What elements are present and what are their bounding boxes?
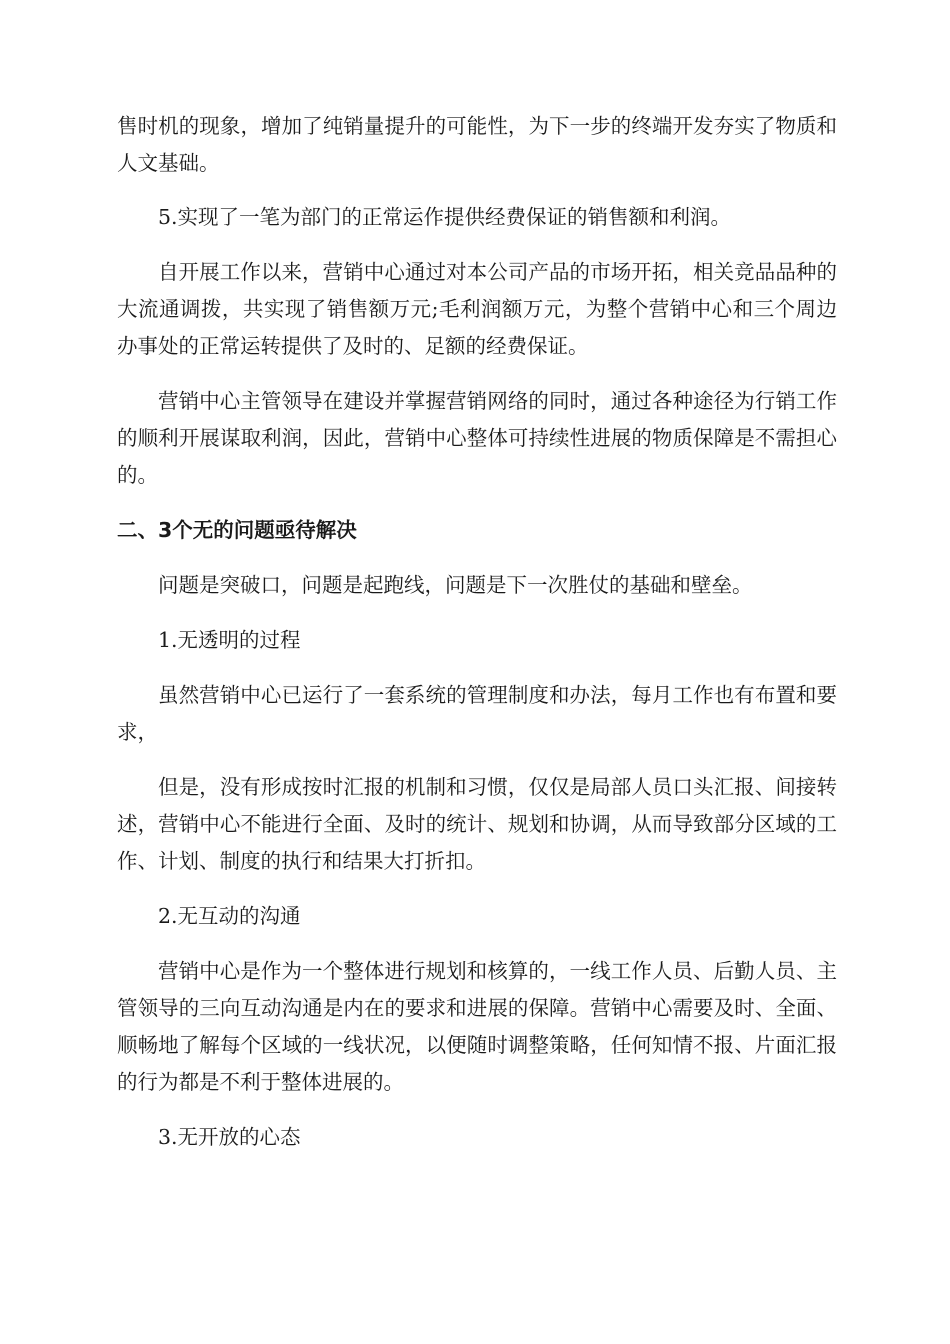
list-item-3: 3.无开放的心态 (158, 1125, 301, 1149)
list-item-5: 5.实现了一笔为部门的正常运作提供经费保证的销售额和利润。 (158, 205, 732, 229)
paragraph-management-system: 虽然营销中心已运行了一套系统的管理制度和办法，每月工作也有布置和要求， (117, 683, 837, 744)
paragraph-reporting-issue: 但是，没有形成按时汇报的机制和习惯，仅仅是局部人员口头汇报、间接转述，营销中心不能进行全面、及时的统计、规划和协调，从而导致部分区域的工作、计划、制度的执行和结果大打折扣。 (117, 775, 837, 873)
list-item-2: 2.无互动的沟通 (158, 904, 301, 928)
paragraph-problem-intro: 问题是突破口，问题是起跑线，问题是下一次胜仗的基础和壁垒。 (158, 573, 753, 597)
paragraph-continuation: 售时机的现象，增加了纯销量提升的可能性，为下一步的终端开发夯实了物质和人文基础。 (117, 114, 837, 175)
section-heading-problems: 二、3个无的问题亟待解决 (117, 518, 357, 542)
paragraph-material-guarantee: 营销中心主管领导在建设并掌握营销网络的同时，通过各种途径为行销工作的顺利开展谋取利润，因此，营销中心整体可持续性进展的物质保障是不需担心的。 (117, 389, 837, 487)
paragraph-sales-revenue: 自开展工作以来，营销中心通过对本公司产品的市场开拓，相关竞品品种的大流通调拨，共实现了销售额万元;毛利润额万元，为整个营销中心和三个周边办事处的正常运转提供了及时的、足额的经费保证。 (117, 260, 837, 358)
list-item-1: 1.无透明的过程 (158, 628, 301, 652)
paragraph-communication: 营销中心是作为一个整体进行规划和核算的，一线工作人员、后勤人员、主管领导的三向互动沟通是内在的要求和进展的保障。营销中心需要及时、全面、顺畅地了解每个区域的一线状况，以便随时调整策略，任何知情不报、片面汇报的行为都是不利于整体进展的。 (117, 959, 837, 1094)
document-body (117, 108, 837, 1174)
